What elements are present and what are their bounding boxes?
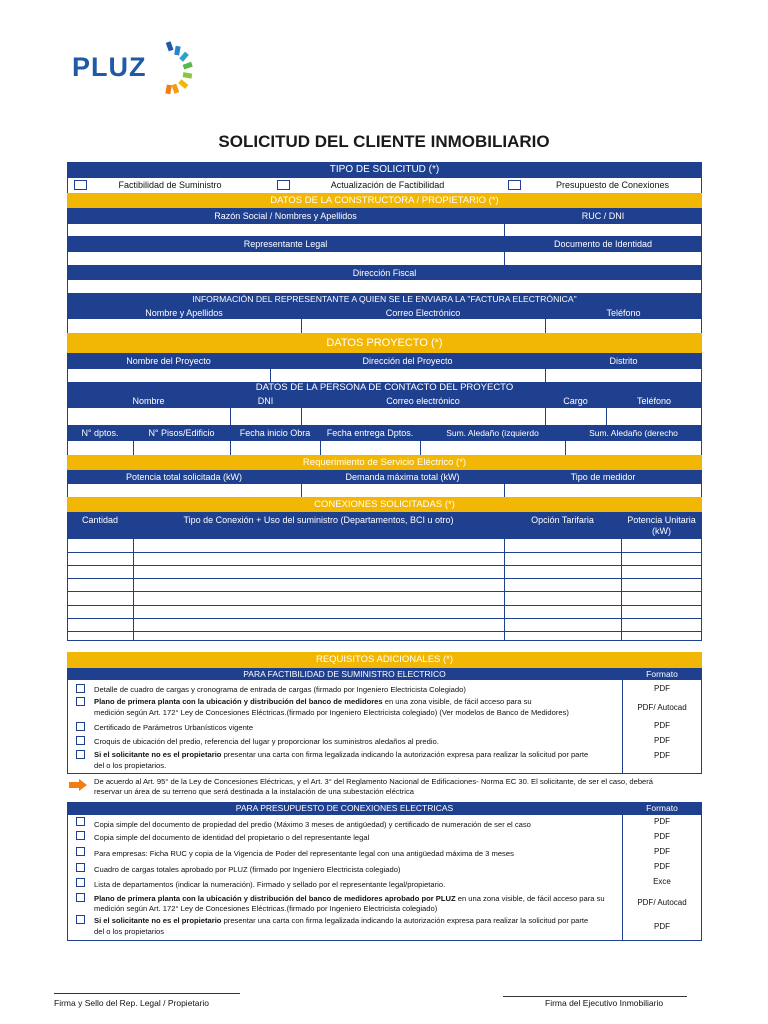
firma-rep-label: Firma y Sello del Rep. Legal / Propietario <box>54 998 209 1008</box>
factibilidad-requisitos-header: PARA FACTIBILIDAD DE SUMINISTRO ELECTRICO <box>67 668 622 680</box>
pres-req-7-checkbox[interactable] <box>76 915 85 924</box>
fact-req-3-checkbox[interactable] <box>76 722 85 731</box>
pres-req-6-line2: medición según Art. 172° Ley de Concesiones Eléctricas.(firmado por Ingeniero Electricista colegiado) <box>94 904 438 913</box>
factura-nombre-input[interactable] <box>67 319 301 333</box>
cantidad-label: Cantidad <box>81 515 119 525</box>
demanda-maxima-label: Demanda máxima total (kW) <box>301 470 504 484</box>
constructora-header: DATOS DE LA CONSTRUCTORA / PROPIETARIO (*) <box>67 193 702 208</box>
fact-req-2-line2: medición según Art. 172° Ley de Concesiones Eléctricas.(firmado por Ingeniero Electricista colegiado) (Ver modelos de Banco de Medidores) <box>94 708 569 717</box>
documento-label: Documento de Identidad <box>504 236 702 252</box>
nota-line-1: De acuerdo al Art. 95° de la Ley de Concesiones Eléctricas, y el Art. 3° del Reglamento Nacional de Edificaciones- Norma EC 30. El solicitante, de ser el caso, deberá <box>94 777 654 786</box>
pres-req-1-format: PDF <box>654 817 670 826</box>
ruc-label: RUC / DNI <box>504 208 702 224</box>
pres-req-7-line2: del o los propietarios <box>94 927 165 936</box>
contacto-nombre-label: Nombre <box>67 394 230 408</box>
pres-req-1-checkbox[interactable] <box>76 817 85 826</box>
contacto-dni-label: DNI <box>230 394 301 408</box>
fact-req-2-checkbox[interactable] <box>76 697 85 706</box>
contacto-header: DATOS DE LA PERSONA DE CONTACTO DEL PROYECTO <box>67 382 702 394</box>
actualizacion-option-label: Actualización de Factibilidad <box>330 180 445 190</box>
fecha-entrega-label: Fecha entrega Dptos. <box>320 425 420 441</box>
factibilidad-option-label: Factibilidad de Suministro <box>118 180 222 190</box>
pluz-logo <box>72 40 202 100</box>
aledano-der-label: Sum. Aledaño (derecho <box>565 425 702 441</box>
factura-telefono-label: Teléfono <box>545 306 702 319</box>
fact-req-4-checkbox[interactable] <box>76 736 85 745</box>
requerimiento-row-input[interactable] <box>67 484 702 497</box>
razon-social-input[interactable] <box>67 224 504 236</box>
pres-req-7-format: PDF <box>654 922 670 931</box>
pres-req-4-format: PDF <box>654 862 670 871</box>
pres-req-4-text: Cuadro de cargas totales aprobado por PLUZ (firmado por Ingeniero Electricista colegiado) <box>94 865 401 874</box>
proyecto-distrito-label: Distrito <box>545 353 702 369</box>
fact-req-4-text: Croquis de ubicación del predio, referencia del lugar y proporcionar los suministros aledaños al predio. <box>94 737 439 746</box>
razon-social-label: Razón Social / Nombres y Apellidos <box>67 208 504 224</box>
proyecto-direccion-label: Dirección del Proyecto <box>270 353 545 369</box>
logo-text: PLUZ <box>72 52 147 82</box>
fact-req-5-checkbox[interactable] <box>76 750 85 759</box>
fact-req-4-format: PDF <box>654 736 670 745</box>
potencia-unitaria-unit: (kW) <box>652 526 671 536</box>
presupuesto-checkbox[interactable] <box>508 180 521 190</box>
pres-req-3-format: PDF <box>654 847 670 856</box>
proyecto-nombre-input[interactable] <box>67 369 270 382</box>
tipo-medidor-label: Tipo de medidor <box>504 470 702 484</box>
presupuesto-option-label: Presupuesto de Conexiones <box>555 180 670 190</box>
pres-req-6-format: PDF/ Autocad <box>637 898 687 907</box>
fact-req-5-line2: del o los propietarios. <box>94 761 167 770</box>
firma-ejecutivo-line <box>503 996 687 997</box>
arrow-right-icon <box>69 779 87 791</box>
fact-req-3-format: PDF <box>654 721 670 730</box>
factura-header: INFORMACIÓN DEL REPRESENTANTE A QUIEN SE LE ENVIARA LA "FACTURA ELECTRÓNICA" <box>67 293 702 306</box>
requerimiento-header: Requerimiento de Servicio Eléctrico (*) <box>67 455 702 470</box>
adicionales-header: REQUISITOS ADICIONALES (*) <box>67 652 702 668</box>
potencia-total-label: Potencia total solicitada (kW) <box>67 470 301 484</box>
pres-req-5-text: Lista de departamentos (indicar la numeración). Firmado y sellado por el representante legal/propietario. <box>94 880 446 889</box>
pres-req-7-text: Si el solicitante no es el propietario presentar una carta con firma legalizada indicando la autorización expresa para realizar la solicitud por parte <box>94 916 589 925</box>
contacto-cargo-label: Cargo <box>545 394 606 408</box>
factura-telefono-input[interactable] <box>545 319 703 333</box>
presupuesto-formato-header: Formato <box>622 802 702 815</box>
factibilidad-checkbox[interactable] <box>74 180 87 190</box>
firma-ejecutivo-label: Firma del Ejecutivo Inmobiliario <box>545 998 664 1008</box>
conexiones-header: CONEXIONES SOLICITADAS (*) <box>67 497 702 512</box>
pres-req-3-text: Para empresas: Ficha RUC y copia de la Vigencia de Poder del representante legal con una antigüedad máxima de 3 meses <box>94 849 514 858</box>
fact-req-3-text: Certificado de Parámetros Urbanísticos vigente <box>94 723 254 732</box>
fact-req-2-format: PDF/ Autocad <box>637 703 687 712</box>
pres-req-6-text: Plano de primera planta con la ubicación y distribución del banco de medidores aprobado por PLUZ en una zona visible, de fácil acceso para su <box>94 894 605 903</box>
page-title: SOLICITUD DEL CLIENTE INMOBILIARIO <box>218 132 550 151</box>
proyecto-direccion-input[interactable] <box>270 369 546 382</box>
factura-nombre-label: Nombre y Apellidos <box>67 306 301 319</box>
fact-req-5-format: PDF <box>654 751 670 760</box>
factura-correo-label: Correo Electrónico <box>301 306 545 319</box>
tipo-conexion-label: Tipo de Conexión + Uso del suministro (Departamentos, BCI u otro) <box>183 515 454 525</box>
fact-req-1-format: PDF <box>654 684 670 693</box>
proyecto-distrito-input[interactable] <box>545 369 703 382</box>
pisos-label: N° Pisos/Edificio <box>133 425 230 441</box>
pres-req-2-text: Copia simple del documento de identidad del propietario o del representante legal <box>94 833 370 842</box>
actualizacion-checkbox[interactable] <box>277 180 290 190</box>
firma-rep-line <box>54 993 240 994</box>
ruc-input[interactable] <box>504 224 703 236</box>
aledano-izq-label: Sum. Aledaño (izquierdo <box>420 425 565 441</box>
dptos-label: N° dptos. <box>67 425 133 441</box>
contacto-correo-label: Correo electrónico <box>301 394 545 408</box>
presupuesto-requisitos-header: PARA PRESUPUESTO DE CONEXIONES ELECTRICAS <box>67 802 622 815</box>
pres-req-2-format: PDF <box>654 832 670 841</box>
representante-input[interactable] <box>67 252 504 265</box>
fact-req-5-text: Si el solicitante no es el propietario presentar una carta con firma legalizada indicando la autorización expresa para realizar la solicitud por parte <box>94 750 589 759</box>
tipo-solicitud-header: TIPO DE SOLICITUD (*) <box>67 162 702 178</box>
potencia-unitaria-label: Potencia Unitaria <box>627 515 696 525</box>
pres-req-5-format: Exce <box>653 877 671 886</box>
fact-req-1-checkbox[interactable] <box>76 684 85 693</box>
pres-req-5-checkbox[interactable] <box>76 878 85 887</box>
pres-req-4-checkbox[interactable] <box>76 863 85 872</box>
fecha-inicio-label: Fecha inicio Obra <box>230 425 320 441</box>
proyecto-header: DATOS PROYECTO (*) <box>67 333 702 353</box>
factura-correo-input[interactable] <box>301 319 546 333</box>
factibilidad-formato-header: Formato <box>622 668 702 680</box>
dptos-row-input[interactable] <box>67 441 702 455</box>
nota-line-2: reservar un área de su terreno que será destinada a la instalación de una subestación eléctrica <box>94 787 414 796</box>
fact-req-2-text: Plano de primera planta con la ubicación y distribución del banco de medidores en una zona visible, de fácil acceso para su <box>94 697 532 706</box>
pres-req-3-checkbox[interactable] <box>76 847 85 856</box>
representante-label: Representante Legal <box>67 236 504 252</box>
direccion-fiscal-input[interactable] <box>67 280 702 293</box>
pres-req-6-checkbox[interactable] <box>76 893 85 902</box>
proyecto-nombre-label: Nombre del Proyecto <box>67 353 270 369</box>
logo-sun-icon <box>159 40 197 98</box>
fact-req-1-text: Detalle de cuadro de cargas y cronograma de entrada de cargas (firmado por Ingeniero Electricista Colegiado) <box>94 685 466 694</box>
pres-req-1-text: Copia simple del documento de propiedad del predio (Máximo 3 meses de antigüedad) y certificado de numeración de ser el caso <box>94 820 531 829</box>
direccion-fiscal-label: Dirección Fiscal <box>67 265 702 280</box>
conexiones-table-body[interactable] <box>67 539 702 641</box>
documento-input[interactable] <box>504 252 703 265</box>
contacto-telefono-label: Teléfono <box>606 394 702 408</box>
pres-req-2-checkbox[interactable] <box>76 831 85 840</box>
opcion-tarifaria-label: Opción Tarifaria <box>531 515 594 525</box>
